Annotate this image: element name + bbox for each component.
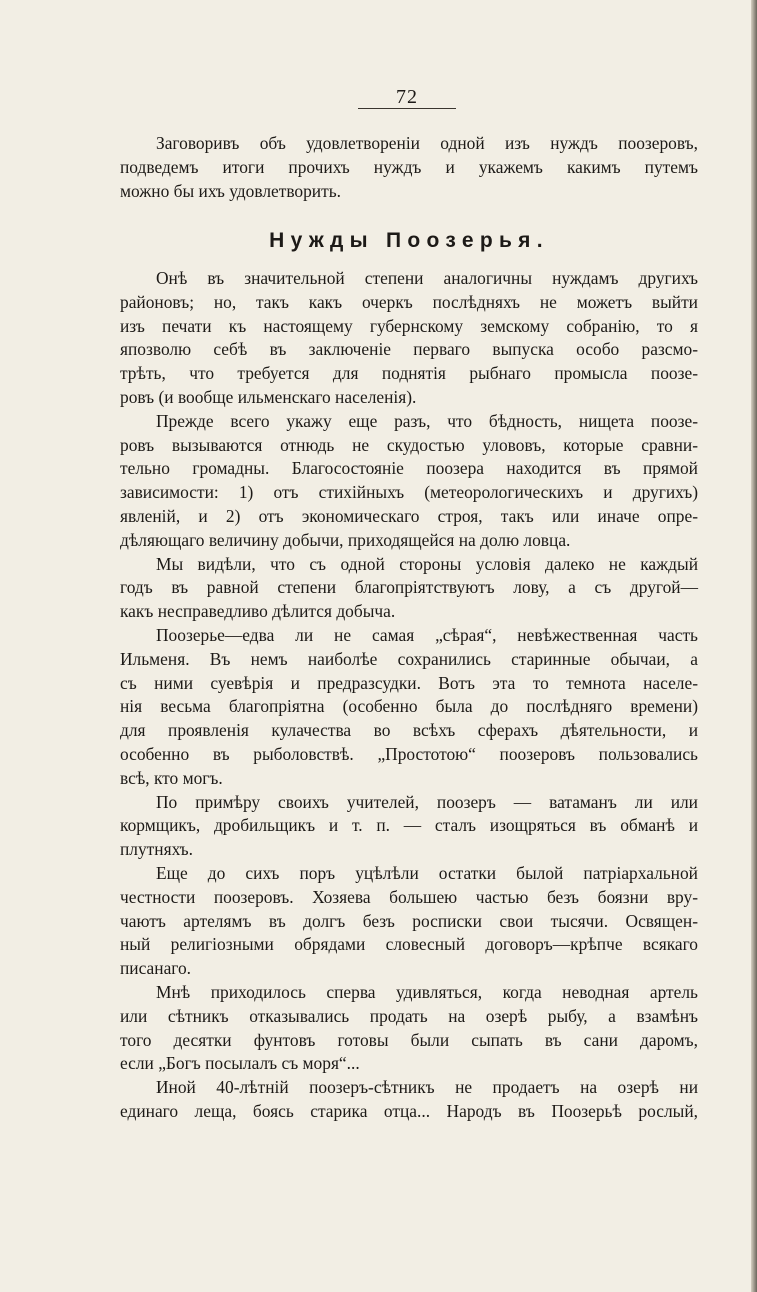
page-number-rule [358,108,456,109]
text-line: тельно громадны. Благосостояніе поозера находится въ прямой [120,458,698,479]
text-line: единаго леща, боясь старика отца... Народъ въ Поозерьѣ рослый, [120,1100,698,1121]
text-line: явленій, и 2) отъ экономическаго строя, такъ или иначе опре- [120,505,698,526]
text-line: ровъ вызываются отнюдь не скудостью улововъ, которые сравни- [120,434,698,455]
text-line: зависимости: 1) отъ стихійныхъ (метеорологическихъ и другихъ) [120,482,698,503]
text-line: ный религіозными обрядами словесный договоръ—крѣпче всякаго [120,934,698,955]
text-line: писанаго. [120,958,192,979]
text-line: По примѣру своихъ учителей, поозеръ — ватаманъ ли или [156,791,698,812]
section-heading: Нужды Поозерья. [269,229,549,252]
text-line: районовъ; но, такъ какъ очеркъ послѣдняхъ не можетъ выйти [120,291,698,312]
text-line: плутняхъ. [120,839,193,860]
text-line: если „Богъ посылалъ съ моря“... [120,1053,360,1074]
text-line: Еще до сихъ поръ уцѣлѣли остатки былой патріархальной [156,862,698,883]
text-line: Ильменя. Въ немъ наиболѣе сохранились старинные обычаи, а [120,648,698,669]
text-line: съ ними суевѣрія и предразсудки. Вотъ эта то темнота населе- [120,672,698,693]
text-line: для проявленія кулачества во всѣхъ сферахъ дѣятельности, и [120,720,698,741]
text-line: чаютъ артелямъ въ долгъ безъ росписки свои тысячи. Освящен- [120,910,698,931]
text-line: всѣ, кто могъ. [120,767,223,788]
text-line: Заговоривъ объ удовлетвореніи одной изъ нуждъ поозеровъ, [156,133,698,153]
text-line: Прежде всего укажу еще разъ, что бѣдность, нищета поозе- [156,410,698,431]
text-line: честности поозеровъ. Хозяева большею частью безъ боязни вру- [120,886,698,907]
body-text [120,267,698,1124]
text-line: Иной 40-лѣтній поозеръ-сѣтникъ не продаетъ на озерѣ ни [156,1077,698,1098]
text-line: ровъ (и вообще ильменскаго населенія). [120,386,417,407]
book-spine-shadow [751,0,757,1292]
text-line: подведемъ итоги прочихъ нуждъ и укажемъ какимъ путемъ [120,156,698,177]
text-line: того десятки фунтовъ готовы были сыпать въ сани даромъ, [120,1029,698,1050]
text-line: япозволю себѣ въ заключеніе перваго выпуска особо разсмо- [120,339,698,360]
text-line: изъ печати къ настоящему губернскому земскому собранію, то я [120,315,698,336]
text-line: Мы видѣли, что съ одной стороны условія далеко не каждый [156,553,698,574]
text-line: можно бы ихъ удовлетворить. [120,180,341,201]
text-line: Поозерье—едва ли не самая „сѣрая“, невѣжественная часть [156,624,698,645]
text-line: Мнѣ приходилось сперва удивляться, когда неводная артель [156,981,698,1002]
page-number: 72 [396,86,418,108]
text-line: дѣляющаго величину добычи, приходящейся на долю ловца. [120,529,571,550]
text-line: особенно въ рыболовствѣ. „Простотою“ поозеровъ пользовались [120,743,698,764]
text-line: Онѣ въ значительной степени аналогичны нуждамъ другихъ [156,268,698,288]
text-line: трѣть, что требуется для поднятія рыбнаго промысла поозе- [120,363,698,384]
text-line: нія весьма благопріятна (особенно была до послѣдняго времени) [120,696,698,717]
text-line: какъ несправедливо дѣлится добыча. [120,601,396,622]
intro-paragraph [120,132,698,203]
text-line: или сѣтникъ отказывались продать на озерѣ рыбу, а взамѣнъ [120,1005,698,1026]
text-line: годъ въ равной степени благопріятствуютъ лову, а съ другой— [120,577,698,598]
text-line: кормщикъ, дробильщикъ и т. п. — сталъ изощряться въ обманѣ и [120,815,698,836]
